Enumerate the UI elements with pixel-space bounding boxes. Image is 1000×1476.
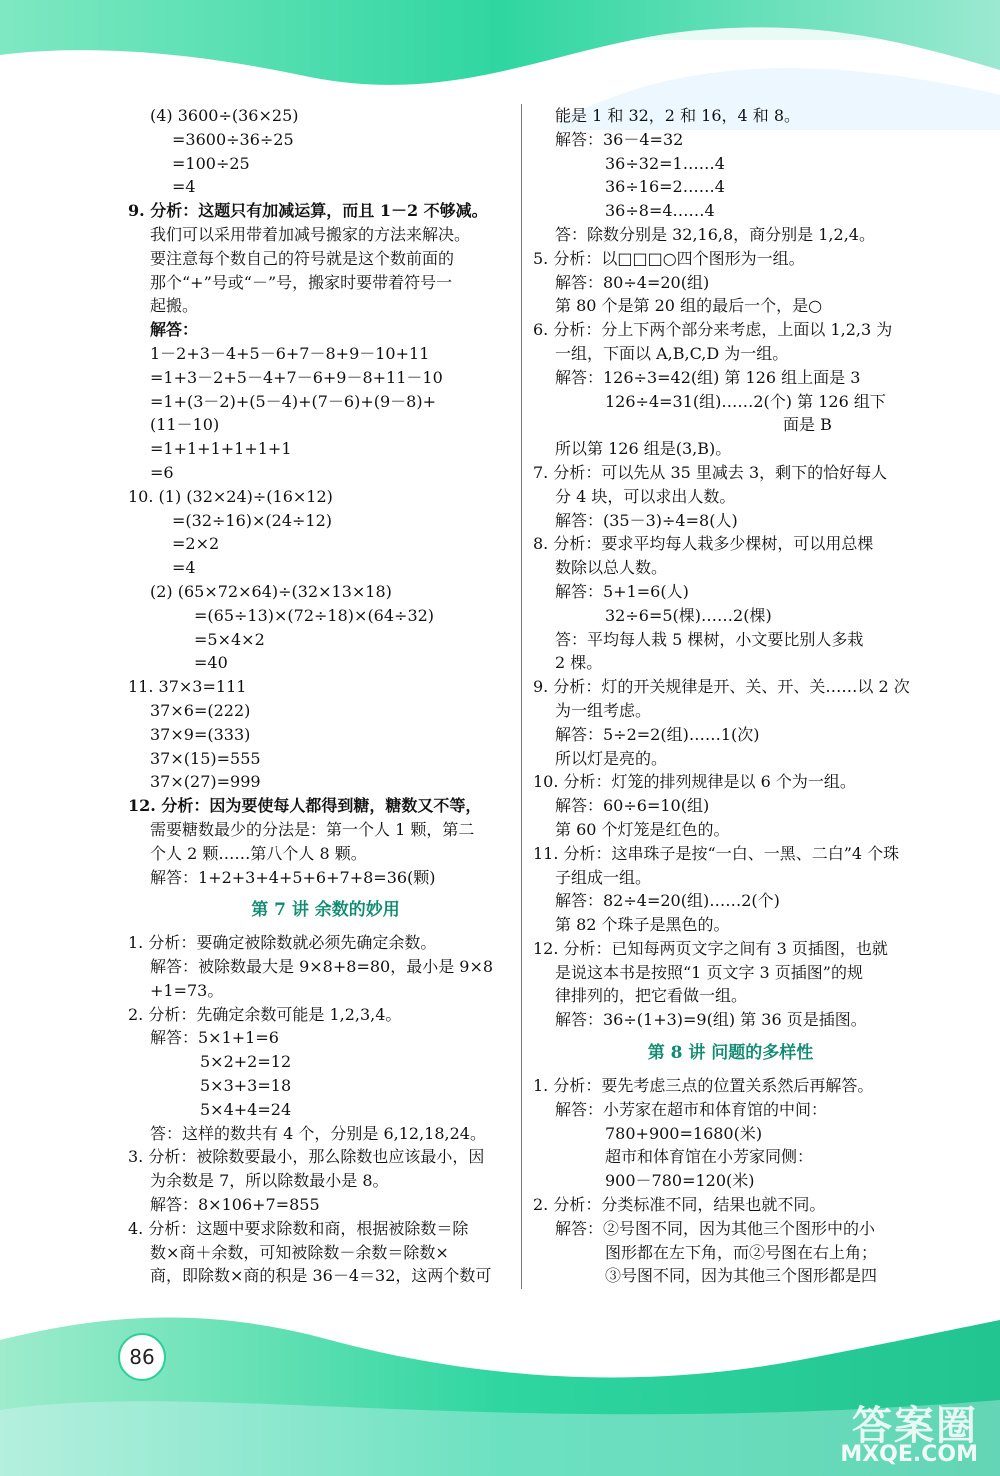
page-number: 86 xyxy=(118,1333,166,1381)
text-line: 第 82 个珠子是黑色的。 xyxy=(555,915,730,935)
text-line: 126÷4=31(组)……2(个) 第 126 组下 xyxy=(605,391,886,411)
text-line: 一组，下面以 A,B,C,D 为一组。 xyxy=(555,343,789,363)
text-line: 36÷16=2……4 xyxy=(605,177,725,197)
text-line: =4 xyxy=(172,177,196,197)
text-line: =1+(3－2)+(5－4)+(7－6)+(9－8)+ xyxy=(150,391,436,411)
left-column xyxy=(128,104,523,1288)
text-line: 5×4+4=24 xyxy=(200,1099,292,1119)
text-line: 答：平均每人栽 5 棵树，小文要比别人多栽 xyxy=(555,629,864,649)
text-line: =2×2 xyxy=(172,534,220,554)
text-line: 解答：36÷(1+3)=9(组) 第 36 页是插图。 xyxy=(555,1010,867,1030)
text-line: 解答：被除数最大是 9×8+8=80，最小是 9×8 xyxy=(150,957,494,977)
text-line: =6 xyxy=(150,462,174,482)
text-line: =(65÷13)×(72÷18)×(64÷32) xyxy=(194,605,435,625)
text-line: ③号图不同，因为其他三个图形都是四 xyxy=(605,1266,878,1286)
watermark-url: MXQE.COM xyxy=(840,1442,978,1467)
text-line: 个人 2 颗……第八个人 8 颗。 xyxy=(150,843,367,863)
text-line: =1+1+1+1+1+1 xyxy=(150,439,292,459)
text-line: 2. 分析：先确定余数可能是 1,2,3,4。 xyxy=(128,1004,402,1024)
text-line: 面是 B xyxy=(783,415,832,435)
text-line: +1=73。 xyxy=(150,980,224,1000)
text-line: 能是 1 和 32，2 和 16，4 和 8。 xyxy=(555,106,801,125)
text-line: 9. 分析：灯的开关规律是开、关、开、关……以 2 次 xyxy=(533,677,910,697)
text-line: 起搬。 xyxy=(150,296,199,316)
text-line: 11. 37×3=111 xyxy=(128,677,247,697)
text-line: 图形都在左下角，而②号图在右上角； xyxy=(605,1242,878,1262)
text-line: 解答：60÷6=10(组) xyxy=(555,796,710,816)
text-line: 为余数是 7，所以除数最小是 8。 xyxy=(150,1171,389,1191)
text-line: (4) 3600÷(36×25) xyxy=(150,106,299,125)
text-line: 答：除数分别是 32,16,8，商分别是 1,2,4。 xyxy=(555,224,875,244)
text-line: 4. 分析：这题中要求除数和商，根据被除数＝除 xyxy=(128,1218,469,1238)
text-line: =3600÷36÷25 xyxy=(172,129,294,149)
text-line: 7. 分析：可以先从 35 里减去 3，剩下的恰好每人 xyxy=(533,462,888,482)
text-line: 要注意每个数自己的符号就是这个数前面的 xyxy=(150,248,455,268)
text-line: 解答：126÷3=42(组) 第 126 组上面是 3 xyxy=(555,367,861,387)
text-line: 律排列的，把它看做一组。 xyxy=(555,986,748,1006)
text-line: 3. 分析：被除数要最小，那么除数也应该最小，因 xyxy=(128,1147,485,1167)
text-line: 解答：1+2+3+4+5+6+7+8=36(颗) xyxy=(150,867,436,887)
text-line: 解答： xyxy=(150,320,199,340)
text-line: 36÷8=4……4 xyxy=(605,201,715,221)
text-line: 第 80 个是第 20 组的最后一个，是○ xyxy=(555,296,823,316)
text-line: 解答：8×106+7=855 xyxy=(150,1195,320,1215)
text-line: 第 60 个灯笼是红色的。 xyxy=(555,819,730,839)
text-line: 所以第 126 组是(3,B)。 xyxy=(555,439,732,459)
text-line: 解答：5+1=6(人) xyxy=(555,581,689,601)
text-line: 12. 分析：已知每两页文字之间有 3 页插图，也就 xyxy=(533,938,888,958)
text-line: (11－10) xyxy=(150,415,220,435)
text-line: 2 棵。 xyxy=(555,653,603,673)
text-line: 解答：(35－3)÷4=8(人) xyxy=(555,510,738,530)
text-line: 那个“+”号或“－”号，搬家时要带着符号一 xyxy=(150,272,453,292)
watermark-logo: 答案圈 xyxy=(852,1403,978,1449)
right-column xyxy=(533,104,928,1288)
text-line: =(32÷16)×(24÷12) xyxy=(172,510,333,530)
text-line: (2) (65×72×64)÷(32×13×18) xyxy=(150,581,392,601)
section-heading: 第 7 讲 余数的妙用 xyxy=(251,900,400,921)
text-line: 解答：80÷4=20(组) xyxy=(555,272,710,292)
text-line: 11. 分析：这串珠子是按“一白、一黑、二白”4 个珠 xyxy=(533,843,900,863)
text-line: 分 4 块，可以求出人数。 xyxy=(555,486,736,506)
text-line: 1. 分析：要先考虑三点的位置关系然后再解答。 xyxy=(533,1076,874,1096)
text-line: 37×(27)=999 xyxy=(150,772,261,792)
section-heading: 第 8 讲 问题的多样性 xyxy=(647,1043,814,1064)
watermark xyxy=(818,1394,978,1466)
text-line: 解答：5÷2=2(组)……1(次) xyxy=(555,724,760,744)
text-line: 为一组考虑。 xyxy=(555,700,652,720)
text-line: 数×商＋余数，可知被除数－余数＝除数× xyxy=(150,1242,449,1262)
text-line: 37×9=(333) xyxy=(150,724,251,744)
text-line: 需要糖数最少的分法是：第一个人 1 颗，第二 xyxy=(150,819,475,839)
text-line: 37×6=(222) xyxy=(150,700,251,720)
text-line: 1－2+3－4+5－6+7－8+9－10+11 xyxy=(150,343,430,363)
text-line: 37×(15)=555 xyxy=(150,748,261,768)
text-line: =1+3－2+5－4+7－6+9－8+11－10 xyxy=(150,367,443,387)
text-line: 5×3+3=18 xyxy=(200,1076,292,1096)
text-line: 解答：36－4=32 xyxy=(555,129,684,149)
text-line: 780+900=1680(米) xyxy=(605,1123,763,1143)
text-line: 子组成一组。 xyxy=(555,867,652,887)
text-line: =4 xyxy=(172,558,196,578)
text-line: 9. 分析：这题只有加减运算，而且 1－2 不够减。 xyxy=(128,201,488,221)
text-line: 解答：82÷4=20(组)……2(个) xyxy=(555,891,780,911)
text-line: 2. 分析：分类标准不同，结果也就不同。 xyxy=(533,1195,826,1215)
text-line: 5. 分析：以□□□○四个图形为一组。 xyxy=(533,248,805,268)
text-line: 商，即除数×商的积是 36－4＝32，这两个数可 xyxy=(150,1266,492,1286)
text-line: 答：这样的数共有 4 个，分别是 6,12,18,24。 xyxy=(150,1123,486,1143)
text-line: 解答：5×1+1=6 xyxy=(150,1028,279,1048)
text-line: 36÷32=1……4 xyxy=(605,153,725,173)
text-line: 5×2+2=12 xyxy=(200,1052,292,1072)
text-line: =100÷25 xyxy=(172,153,250,173)
text-line: 6. 分析：分上下两个部分来考虑，上面以 1,2,3 为 xyxy=(533,320,893,340)
text-line: 数除以总人数。 xyxy=(555,558,668,578)
text-line: 解答：②号图不同，因为其他三个图形中的小 xyxy=(555,1218,876,1238)
text-line: =5×4×2 xyxy=(194,629,265,649)
text-line: 32÷6=5(棵)……2(棵) xyxy=(605,605,772,625)
text-line: 8. 分析：要求平均每人栽多少棵树，可以用总棵 xyxy=(533,534,874,554)
text-line: 900－780=120(米) xyxy=(605,1171,755,1191)
text-line: =40 xyxy=(194,653,228,673)
text-line: 10. (1) (32×24)÷(16×12) xyxy=(128,486,333,506)
text-line: 1. 分析：要确定被除数就必须先确定余数。 xyxy=(128,933,437,953)
text-line: 解答：小芳家在超市和体育馆的中间： xyxy=(555,1099,828,1119)
text-line: 10. 分析：灯笼的排列规律是以 6 个为一组。 xyxy=(533,772,856,792)
text-line: 我们可以采用带着加减号搬家的方法来解决。 xyxy=(150,224,471,244)
text-line: 12. 分析：因为要使每人都得到糖，糖数又不等， xyxy=(128,796,482,816)
text-line: 所以灯是亮的。 xyxy=(555,748,668,768)
text-line: 是说这本书是按照“1 页文字 3 页插图”的规 xyxy=(555,962,863,982)
text-line: 超市和体育馆在小芳家同侧： xyxy=(605,1147,814,1167)
